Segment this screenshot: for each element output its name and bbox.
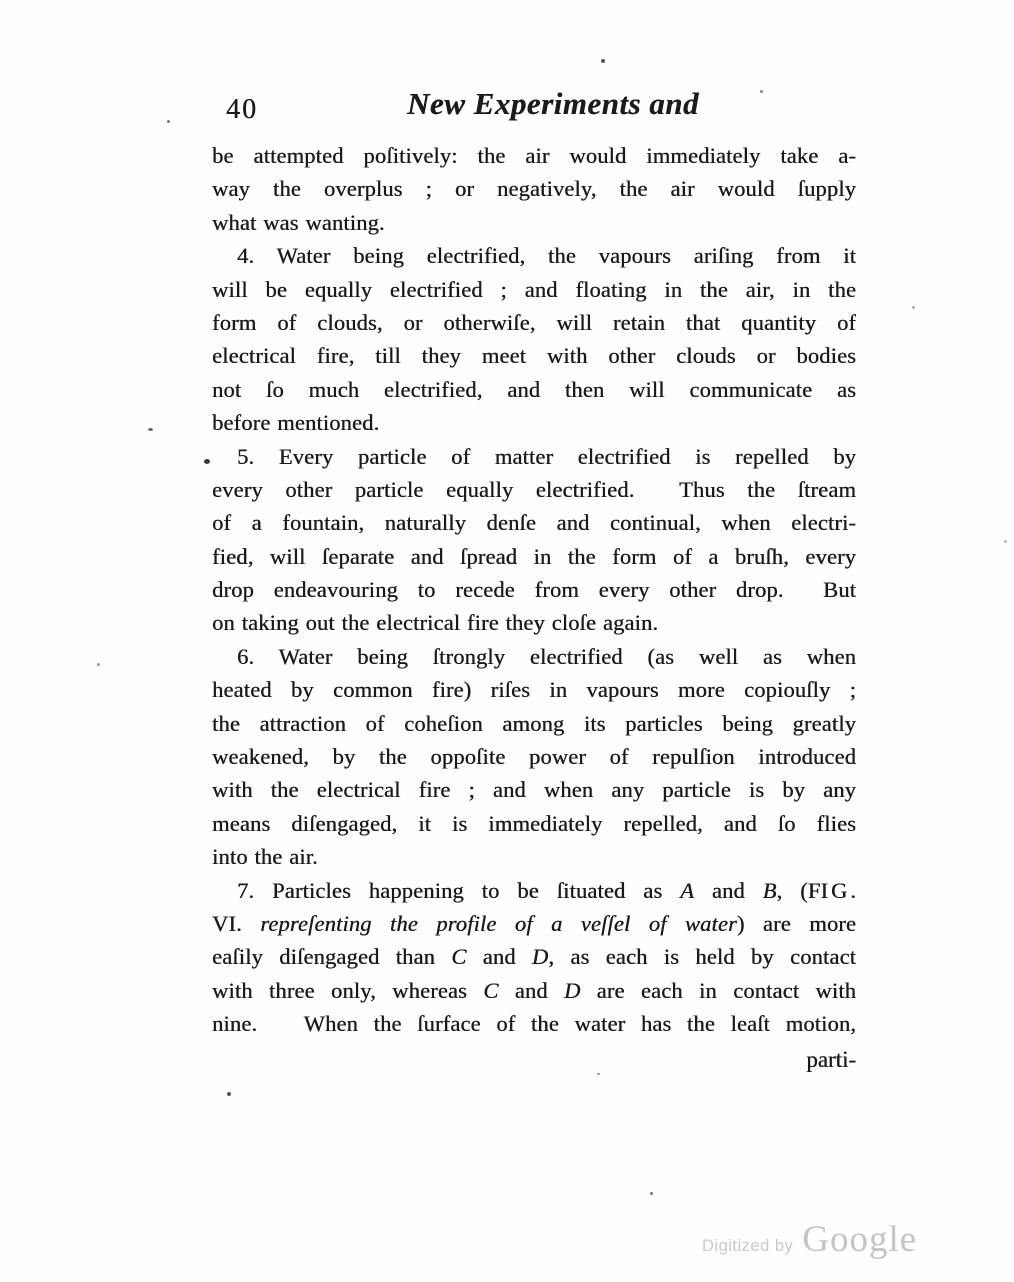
text-line: not ſo much electrified, and then will communicate as <box>212 376 856 402</box>
text-line: be attempted poſitively: the air would immediately take a- <box>212 143 856 168</box>
page-number: 40 <box>226 94 258 125</box>
text-line: the attraction of coheſion among its particles being greatly <box>212 710 856 736</box>
text-line: way the overplus ; or negatively, the air would ſupply <box>212 176 856 202</box>
scan-speck <box>97 663 100 666</box>
text-line: 6. Water being ſtrongly electrified (as well as when <box>237 643 856 669</box>
text-line: 4. Water being electrified, the vapours ariſing from it <box>237 243 856 269</box>
text-line: with the electrical fire ; and when any particle is by any <box>212 777 856 803</box>
text-line: eaſily diſengaged than C and D, as each is held by contact <box>212 944 856 970</box>
text-line: fied, will ſeparate and ſpread in the form of a bruſh, every <box>212 543 856 569</box>
text-line: will be equally electrified ; and floating in the air, in the <box>212 276 856 302</box>
scan-speck <box>227 1092 231 1096</box>
scan-speck <box>760 90 763 93</box>
catchword: parti- <box>806 1047 856 1072</box>
text-line: what was wanting. <box>212 209 385 235</box>
text-line: nine. When the ſurface of the water has the leaſt motion, <box>212 1011 856 1037</box>
digitized-by-google-watermark <box>702 1218 917 1261</box>
scan-speck <box>912 306 915 309</box>
text-line: on taking out the electrical fire they cloſe again. <box>212 610 659 636</box>
scan-speck <box>167 120 170 123</box>
text-line: before mentioned. <box>212 410 380 436</box>
scan-speck <box>650 1192 653 1195</box>
text-line: form of clouds, or otherwiſe, will retain that quantity of <box>212 309 856 335</box>
google-logo: Google <box>802 1219 918 1260</box>
text-line: electrical fire, till they meet with other clouds or bodies <box>212 343 856 369</box>
text-line: of a fountain, naturally denſe and continual, when electri- <box>212 510 856 536</box>
scan-speck <box>1004 540 1007 543</box>
watermark-prefix-text: Digitized by <box>702 1237 794 1255</box>
scan-speck <box>204 459 210 464</box>
text-line: into the air. <box>212 844 318 870</box>
scan-speck <box>597 1073 600 1075</box>
text-line: VI. repreſenting the profile of a veſſel of water) are more <box>212 910 856 936</box>
running-header: New Experiments and <box>407 86 699 121</box>
text-line: every other particle equally electrified. Thus the ſtream <box>212 476 856 502</box>
text-line: 7. Particles happening to be ſituated as A and B, (FIG. <box>237 877 856 903</box>
text-line: heated by common fire) riſes in vapours more copiouſly ; <box>212 677 856 703</box>
scan-speck <box>148 428 153 431</box>
text-line: means diſengaged, it is immediately repelled, and ſo flies <box>212 810 856 836</box>
body-text-block <box>212 139 856 1041</box>
text-line: weakened, by the oppoſite power of repulſion introduced <box>212 744 856 770</box>
text-line: drop endeavouring to recede from every other drop. But <box>212 577 856 603</box>
text-line: with three only, whereas C and D are each in contact with <box>212 977 856 1003</box>
text-line: 5. Every particle of matter electrified is repelled by <box>237 443 856 469</box>
scan-speck <box>601 59 605 63</box>
